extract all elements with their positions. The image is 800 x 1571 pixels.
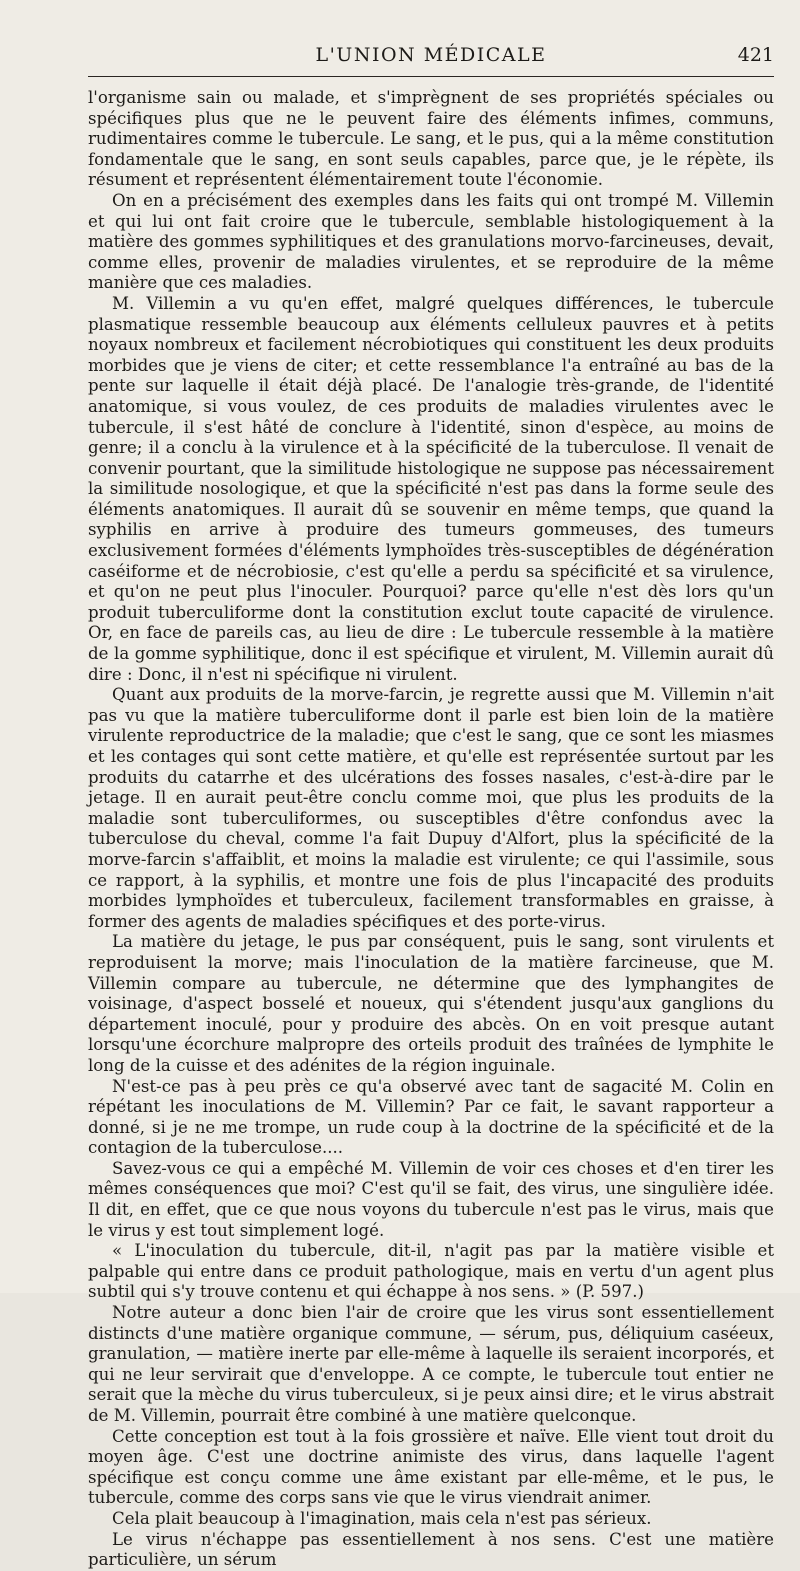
paragraph: M. Villemin a vu qu'en effet, malgré quelques différences, le tubercule plasmatique ressemble beaucoup aux éléments celluleux pauvres et à petits noyaux nombreux et facilement nécrobiotiques qui constituent les deux produits morbides que je viens de citer; et cette ressemblance l'a entraîné au bas de la pente sur laquelle il était déjà placé. De l'analogie très-grande, de l'identité anatomique, si vous voulez, de ces produits de maladies virulentes avec le tubercule, il s'est hâté de conclure à l'identité, sinon d'espèce, au moins de genre; il a conclu à la virulence et à la spécificité de la tuberculose. Il venait de convenir pourtant, que la similitude histologique ne suppose pas nécessairement la similitude nosologique, et que la spécificité n'est pas dans la forme seule des éléments anatomiques. Il aurait dû se souvenir en même temps, que quand la syphilis en arrive à produire des tumeurs gommeuses, des tumeurs exclusivement formées d'éléments lymphoïdes très-susceptibles de dégénération caséiforme et de nécrobiosie, c'est qu'elle a perdu sa spécificité et sa virulence, et qu'on ne peut plus l'inoculer. Pourquoi? parce qu'elle n'est dès lors qu'un produit tuberculiforme dont la constitution exclut toute capacité de virulence. Or, en face de pareils cas, au lieu de dire : Le tubercule ressemble à la matière de la gomme syphilitique, donc il est spécifique et virulent, M. Villemin aurait dû dire : Donc, il n'est ni spécifique ni virulent. [88,293,774,684]
paragraph: Notre auteur a donc bien l'air de croire que les virus sont essentiellement distincts d'une matière organique commune, — sérum, pus, déliquium caséeux, granulation, — matière inerte par elle-même à laquelle ils seraient incorporés, et qui ne leur servirait que d'enveloppe. A ce compte, le tubercule tout entier ne serait que la mèche du virus tuberculeux, si je peux ainsi dire; et le virus abstrait de M. Villemin, pourrait être combiné à une matière quelconque. [88,1303,774,1425]
paragraph: On en a précisément des exemples dans les faits qui ont trompé M. Villemin et qui lui ont fait croire que le tubercule, semblable histologiquement à la matière des gommes syphilitiques et des granulations morvo-farcineuses, devait, comme elles, provenir de maladies virulentes, et se reproduire de la même manière que ces maladies. [88,190,774,293]
paragraph: l'organisme sain ou malade, et s'imprègnent de ses propriétés spéciales ou spécifiques plus que ne le peuvent faire des éléments infimes, communs, rudimentaires comme le tubercule. Le sang, et le pus, qui a la même constitution fondamentale que le sang, en sont seuls capables, parce que, je le répète, ils résument et représentent élémentairement toute l'économie. [88,88,774,190]
running-title: L'UNION MÉDICALE [315,44,547,66]
quotation: « L'inoculation du tubercule, dit-il, n'agit pas par la matière visible et palpable qui entre dans ce produit pathologique, mais en vertu d'un agent plus subtil qui s'y trouve contenu et qui échappe à nos sens. » (P. 597.) [88,1241,774,1302]
paragraph: La matière du jetage, le pus par conséquent, puis le sang, sont virulents et reproduisent la morve; mais l'inoculation de la matière farcineuse, que M. Villemin compare au tubercule, ne détermine que des lymphangites de voisinage, d'aspect bosselé et noueux, qui s'étendent jusqu'aux ganglions du département inoculé, pour y produire des abcès. On en voit presque autant lorsqu'une écorchure malpropre des orteils produit des traînées de lymphite le long de la cuisse et des adénites de la région inguinale. [88,932,774,1075]
header-rule [88,76,774,77]
paragraph: Cela plait beaucoup à l'imagination, mais cela n'est pas sérieux. [112,1508,652,1528]
page-number: 421 [737,44,774,66]
page-header [88,44,774,72]
paragraph: N'est-ce pas à peu près ce qu'a observé avec tant de sagacité M. Colin en répétant les inoculations de M. Villemin? Par ce fait, le savant rapporteur a donné, si je ne me trompe, un rude coup à la doctrine de la spécificité et de la contagion de la tuberculose.... [88,1076,774,1158]
paragraph: Savez-vous ce qui a empêché M. Villemin de voir ces choses et d'en tirer les mêmes conséquences que moi? C'est qu'il se fait, des virus, une singulière idée. Il dit, en effet, que ce que nous voyons du tubercule n'est pas le virus, mais que le virus y est tout simplement logé. [88,1158,774,1240]
article-body [88,88,774,1571]
paragraph: Le virus n'échappe pas essentiellement à nos sens. C'est une matière particulière, un sérum [88,1529,774,1570]
paragraph: Cette conception est tout à la fois grossière et naïve. Elle vient tout droit du moyen âge. C'est une doctrine animiste des virus, dans laquelle l'agent spécifique est conçu comme une âme existant par elle-même, et le pus, le tubercule, comme des corps sans vie que le virus viendrait animer. [88,1426,774,1508]
paragraph: Quant aux produits de la morve-farcin, je regrette aussi que M. Villemin n'ait pas vu que la matière tuberculiforme dont il parle est bien loin de la matière virulente reproductrice de la maladie; que c'est le sang, que ce sont les miasmes et les contages qui sont cette matière, et qu'elle est représentée surtout par les produits du catarrhe et des ulcérations des fosses nasales, c'est-à-dire par le jetage. Il en aurait peut-être conclu comme moi, que plus les produits de la maladie sont tuberculiformes, ou susceptibles d'être confondus avec la tuberculose du cheval, comme l'a fait Dupuy d'Alfort, plus la spécificité de la morve-farcin s'affaiblit, et moins la maladie est virulente; ce qui l'assimile, sous ce rapport, à la syphilis, et montre une fois de plus l'incapacité des produits morbides lymphoïdes et tuberculeux, facilement transformables en graisse, à former des agents de maladies spécifiques et des porte-virus. [88,685,774,931]
